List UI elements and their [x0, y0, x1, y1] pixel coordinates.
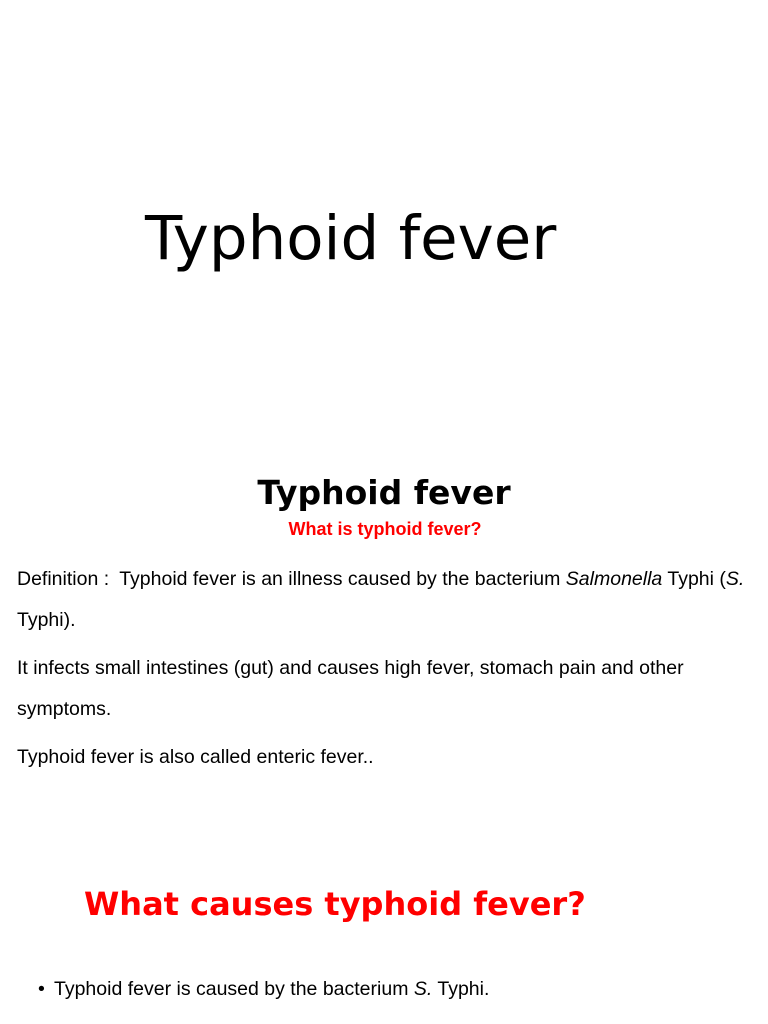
definition-paragraph: [17, 559, 762, 641]
definition-text-after: Typhi: [667, 568, 714, 590]
list-item: [38, 974, 489, 1004]
causes-heading: What causes typhoid fever?: [84, 885, 586, 923]
causes-bullet-list: [38, 974, 489, 1004]
body-text: [17, 559, 762, 785]
section-heading: Typhoid fever: [257, 473, 511, 512]
section-subheading: What is typhoid fever?: [288, 519, 482, 539]
definition-italic-term: Salmonella: [565, 568, 663, 590]
infection-paragraph: It infects small intestines (gut) and causes high fever, stomach pain and other symptoms.: [17, 657, 684, 720]
definition-abbr-open: (: [719, 568, 726, 590]
definition-abbr-close: Typhi).: [17, 609, 76, 631]
slide-title: Typhoid fever: [145, 203, 557, 274]
definition-abbr-italic: S.: [725, 568, 745, 590]
bullet-italic-term: S.: [413, 978, 433, 1000]
definition-label: Definition :: [17, 568, 110, 590]
enteric-paragraph: Typhoid fever is also called enteric fever..: [17, 746, 374, 768]
bullet-text: Typhoid fever is caused by the bacterium: [54, 978, 409, 1000]
bullet-icon: •: [38, 978, 45, 1000]
bullet-text-after: Typhi.: [437, 978, 490, 1000]
definition-text: Typhoid fever is an illness caused by the bacterium: [119, 568, 561, 590]
